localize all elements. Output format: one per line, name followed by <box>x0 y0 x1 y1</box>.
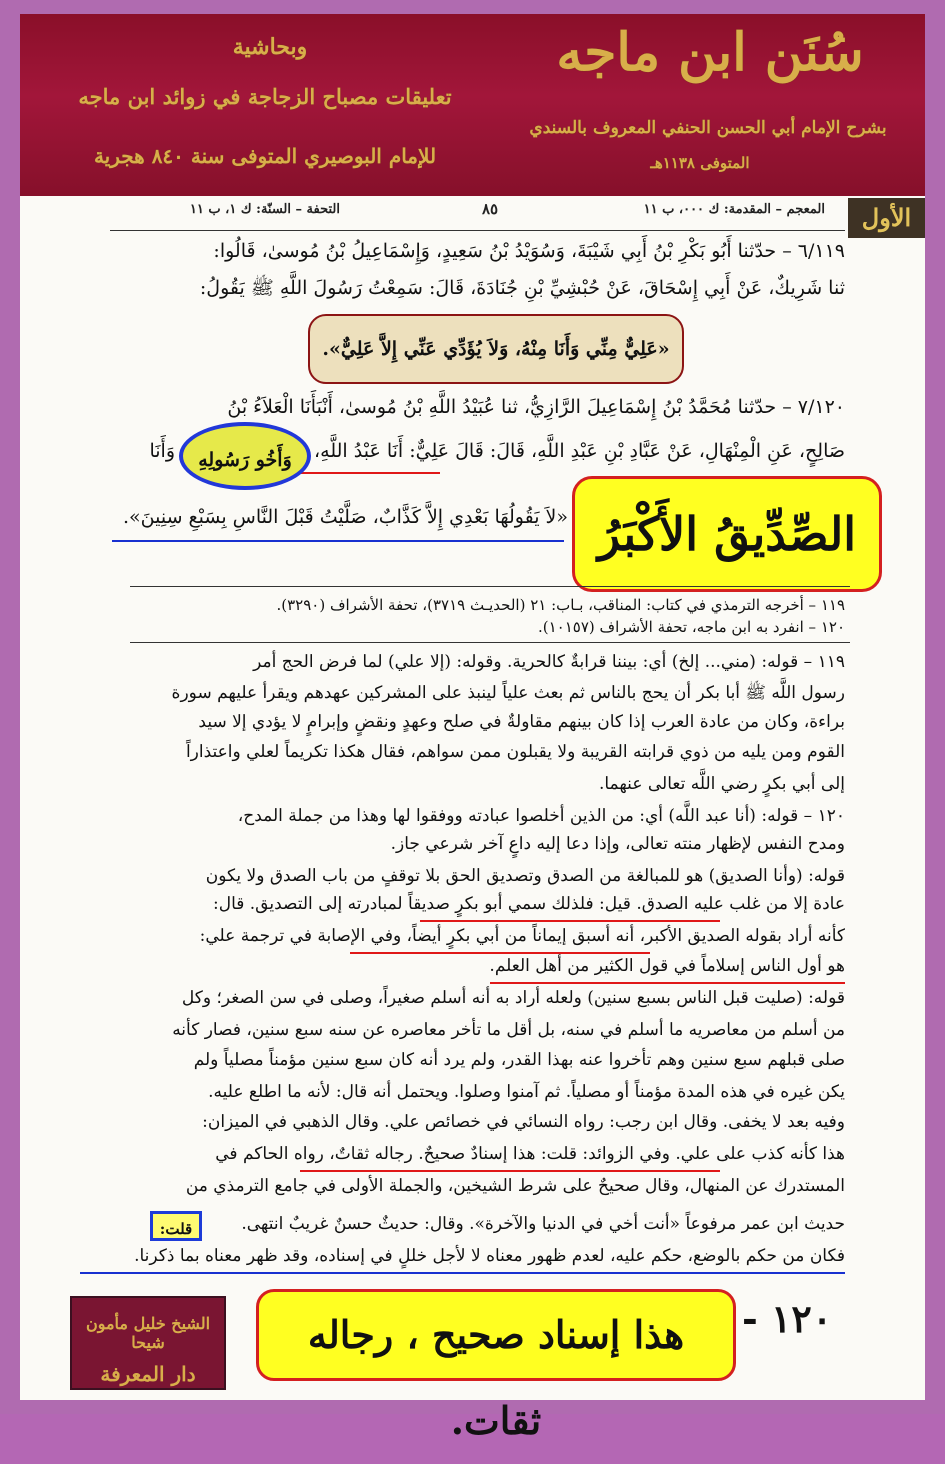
hadith120-line2: صَالِحٍ، عَنِ الْمِنْهَالِ، عَنْ عَبَّادِ بْنِ عَبْدِ اللَّهِ، قَالَ: قَالَ عَلِيٌّ: أَنَا عَبْدُ اللَّهِ، <box>314 440 845 462</box>
underline-asbaq-iman <box>350 952 650 954</box>
akhu-rasulihi-ellipse: وَأَخُو رَسُولِهِ <box>179 422 311 490</box>
underline-hadith120-quote <box>112 540 564 542</box>
commentary-line: قوله: (صليت قبل الناس بسبع سنين) ولعله أراد به أنه أسلم صغيراً، وصلى في سن الصغر؛ وكل <box>181 988 845 1008</box>
hadith120-line3: «لاَ يَقُولُهَا بَعْدِي إِلاَّ كَذَّابٌ، صَلَّيْتُ قَبْلَ النَّاسِ بِسَبْعِ سِنِينَ». <box>123 506 568 528</box>
commentary-line: كأنه أراد بقوله الصديق الأكبر، أنه أسبق إيماناً من أبي بكرٍ أيضاً، وفي الإصابة في ترجمة علي: <box>199 926 845 946</box>
commentary-line: ١١٩ – قوله: (مني... إلخ) أي: بيننا قرابةٌ كالحرية. وقوله: (إلا علي) لما فرض الحج أمر <box>253 652 845 672</box>
commentary-line: براءة، وكان من عادة العرب إذا كان بينهم مقاولةٌ في صلح وعهدٍ ونقضٍ وإبرامٍ لا يؤدي إلا سيد <box>198 712 845 732</box>
banner-subtitle: بشرح الإمام أبي الحسن الحنفي المعروف بالسندي <box>529 118 887 138</box>
commentary-line: فكان من حكم بالوضع، حكم عليه، لعدم ظهور معناه لا لأجل خللٍ في إسناده، وقد ظهر معناه بما ذكرنا. <box>134 1246 845 1266</box>
underline-ana-abdullah <box>300 472 440 474</box>
header-right: المعجم – المقدمة: ك ٠٠٠، ب ١١ <box>643 202 825 217</box>
hadith119-line1: ٦/١١٩ – حدّثنا أَبُو بَكْرِ بْنُ أَبِي شَيْبَةَ، وَسُوَيْدُ بْنُ سَعِيدٍ، وَإِسْمَاعِيلُ بْنُ مُوسىٰ، قَالُوا: <box>213 240 845 262</box>
volume-tag: الأول <box>848 198 925 238</box>
commentary-line: حديث ابن عمر مرفوعاً «أنت أخي في الدنيا والآخرة». وقال: حديثٌ حسنٌ غريبٌ انتهى. <box>241 1214 845 1234</box>
commentary-line: وفيه بعد لا يخفى. وقال ابن رجب: رواه النسائي في خصائص علي. وقال الذهبي في الميزان: <box>202 1112 845 1132</box>
banner-main-title: سُنَن ابن ماجه <box>556 22 864 83</box>
header-page-number: ٨٥ <box>481 200 499 218</box>
hadith119-quote-box: «عَلِيٌّ مِنِّي وَأَنَا مِنْهُ، وَلاَ يُؤَدِّي عَنِّي إِلاَّ عَلِيٌّ». <box>308 314 684 384</box>
underline-isnad-sahih <box>300 1170 720 1172</box>
hadith120-line1: ٧/١٢٠ – حدّثنا مُحَمَّدُ بْنُ إِسْمَاعِيلَ الرَّازِيُّ، ثنا عُبَيْدُ اللَّهِ بْنُ مُوسىٰ، أَنْبَأَنَا الْعَلاَءُ بْنُ <box>227 396 845 418</box>
bottom-hadith-number: ١٢٠ - <box>742 1296 833 1341</box>
takhrij-line2: ١٢٠ – انفرد به ابن ماجه، تحفة الأشراف (١٠١٥٧). <box>538 618 845 636</box>
isnad-callout: هذا إسناد صحيح ، رجاله ثقات. <box>256 1289 736 1381</box>
publisher-logo <box>70 1296 226 1390</box>
commentary-line: القوم ومن يليه من ذوي قرابته القريبة ولا يقبلون ممن سواهم، فقال هكذا تكريماً لعلي واعتذاراً <box>185 742 845 762</box>
header-left: التحفة – السنّة: ك ١، ب ١١ <box>189 202 340 217</box>
title-banner <box>20 14 925 196</box>
commentary-line: هذا كأنه كذب على علي. وفي الزوائد: قلت: هذا إسنادٌ صحيحٌ. رجاله ثقاتٌ، رواه الحاكم في <box>215 1144 845 1164</box>
underline-siddiq-phrase <box>420 920 720 922</box>
commentary-line: إلى أبي بكرٍ رضي اللَّه تعالى عنهما. <box>598 774 845 794</box>
commentary-line: ومدح النفس لإظهار منته تعالى، وإذا دعا إليه داعٍ آخر شرعي جاز. <box>390 834 845 854</box>
hadith120-line2-end: وَأَنَا <box>149 440 175 462</box>
logo-line1: الشيخ خليل مأمون شيحا <box>85 1314 211 1352</box>
hadith119-line2: ثنا شَرِيكٌ، عَنْ أَبِي إِسْحَاقَ، عَنْ حُبْشِيِّ بْنِ جُنَادَةَ، قَالَ: سَمِعْتُ رَسُولَ اللَّهِ ﷺ يَقُولُ: <box>199 277 845 299</box>
qult-box: قلت: <box>150 1211 202 1241</box>
commentary-line: ١٢٠ – قوله: (أنا عبد اللَّه) أي: من الذين أخلصوا عبادته ووفقوا لها وهذا من جملة المدح، <box>237 806 845 826</box>
commentary-line: صلى قبلهم سبع سنين وهم تأخروا عنه بهذا القدر، ولم يرد أنه كان سبع سنين مؤمناً مصلياً ولم <box>193 1050 845 1070</box>
commentary-line: يكن غيره في هذه المدة مؤمناً أو مصلياً. ثم آمنوا وصلوا. ويحتمل أنه قال: لأنه ما اطلع عليه. <box>208 1082 845 1102</box>
banner-left-line1: وبحاشية <box>232 34 308 60</box>
underline-final-line <box>80 1272 845 1274</box>
takhrij-line1: ١١٩ – أخرجه الترمذي في كتاب: المناقب، بـاب: ٢١ (الحديـث ٣٧١٩)، تحفة الأشراف (٣٢٩٠). <box>276 596 845 614</box>
underline-awwal-nas <box>490 982 845 984</box>
book-page <box>20 14 925 1443</box>
commentary-rule <box>130 642 850 643</box>
banner-left-line3: للإمام البوصيري المتوفى سنة ٨٤٠ هجرية <box>93 144 437 168</box>
commentary-line: المستدرك عن المنهال، وقال صحيحٌ على شرط الشيخين، والجملة الأولى في جامع الترمذي من <box>185 1176 845 1196</box>
siddiq-callout: الصِّدِّيقُ الأَكْبَرُ <box>572 476 882 592</box>
banner-left-line2: تعليقات مصباح الزجاجة في زوائد ابن ماجه <box>78 84 452 109</box>
takhrij-rule <box>130 586 850 587</box>
commentary-line: رسول اللَّه ﷺ أبا بكر أن يحج بالناس ثم بعث علياً لينبذ على المشركين عهدهم ويقرأ عليهم سورة <box>171 683 845 703</box>
logo-line2: دار المعرفة <box>100 1362 196 1386</box>
commentary-line: عادة إلا من غلب عليه الصدق. قيل: فلذلك سمي أبو بكرٍ صديقاً لمبادرته إلى التصديق. قال: <box>212 894 845 914</box>
commentary-line: من أسلم من معاصريه ما أسلم في سنه، بل أقل ما تأخر معاصره عن سنه سبع سنين، فصار كأنه <box>172 1020 845 1040</box>
header-rule <box>110 230 845 231</box>
banner-date: المتوفى ١١٣٨هـ <box>650 154 750 172</box>
commentary-line: قوله: (وأنا الصديق) هو للمبالغة من الصدق وتصديق الحق بلا توقفٍ من باب الصدق ولا يكون <box>205 866 845 886</box>
commentary-line: هو أول الناس إسلاماً في قول الكثير من أهل العلم. <box>489 956 845 976</box>
